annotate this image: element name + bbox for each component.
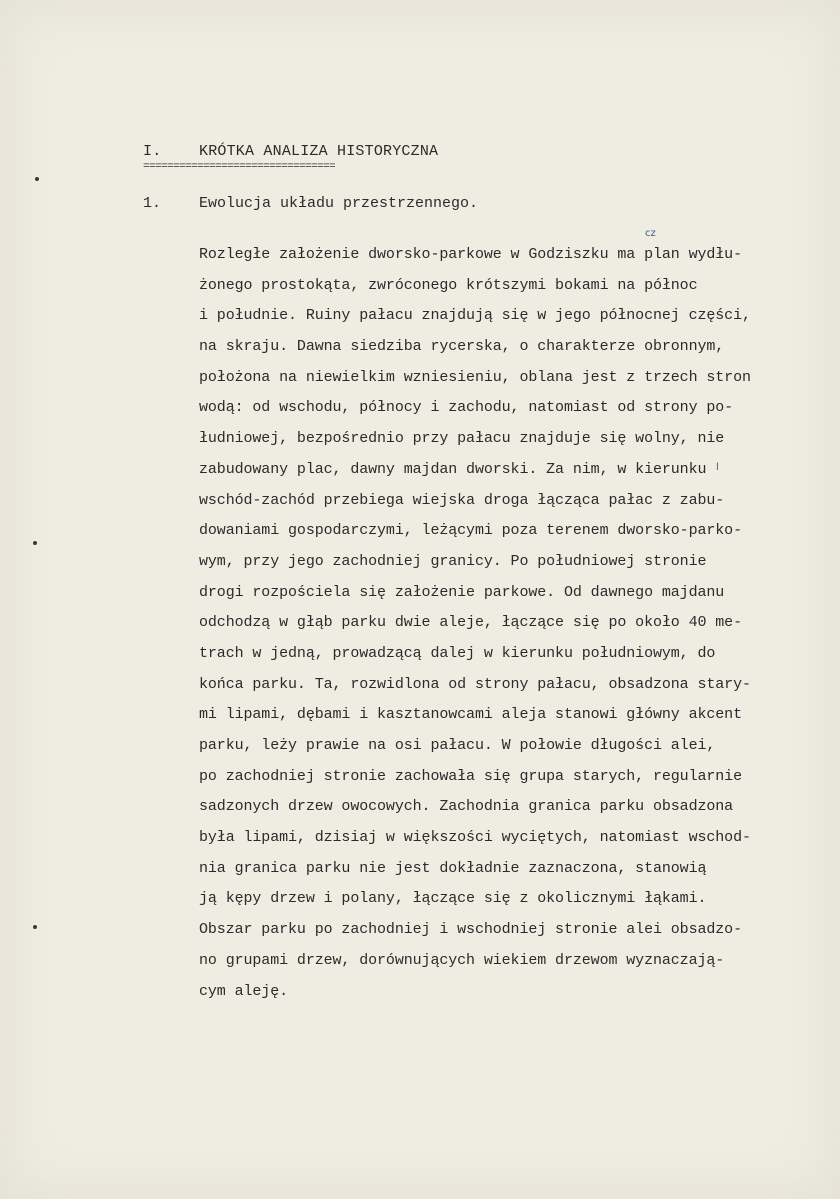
body-line: łudniowej, bezpośrednio przy pałacu znajduje się wolny, nie <box>199 430 725 448</box>
body-line: i południe. Ruiny pałacu znajdują się w jego północnej części, <box>199 307 751 325</box>
chapter-number: I. <box>143 143 162 160</box>
body-line: no grupami drzew, dorównujących wiekiem drzewom wyznaczają- <box>199 951 725 969</box>
chapter-title: KRÓTKA ANALIZA HISTORYCZNA <box>199 143 439 160</box>
body-line: drogi rozpościela się założenie parkowe. Od dawnego majdanu <box>199 583 725 601</box>
body-line: była lipami, dzisiaj w większości wyciętych, natomiast wschod- <box>199 829 751 847</box>
body-line: położona na niewielkim wzniesieniu, oblana jest z trzech stron <box>199 368 751 386</box>
chapter-heading <box>143 143 438 160</box>
body-line: cym aleję. <box>199 982 289 1000</box>
handwritten-correction-godziszku: cz <box>645 228 656 239</box>
body-line: wschód-zachód przebiega wiejska droga łącząca pałac z zabu- <box>199 491 725 509</box>
body-line: wym, przy jego zachodniej granicy. Po południowej stronie <box>199 552 707 570</box>
section-heading <box>143 195 478 212</box>
body-paragraph <box>199 240 839 1007</box>
margin-punch-dot-bottom <box>33 925 37 929</box>
section-title: Ewolucja układu przestrzennego. <box>199 195 479 212</box>
body-line: trach w jedną, prowadzącą dalej w kierunku południowym, do <box>199 644 716 662</box>
body-line: odchodzą w głąb parku dwie aleje, łączące się po około 40 me- <box>199 614 742 632</box>
body-line: końca parku. Ta, rozwidlona od strony pałacu, obsadzona stary- <box>199 675 751 693</box>
body-line: nia granica parku nie jest dokładnie zaznaczona, stanowią <box>199 859 707 877</box>
margin-punch-dot-middle <box>33 541 37 545</box>
body-line: zabudowany plac, dawny majdan dworski. Za nim, w kierunku <box>199 460 707 478</box>
body-line: Obszar parku po zachodniej i wschodniej stronie alei obsadzo- <box>199 921 742 939</box>
heading-underline: ================================ <box>143 161 336 173</box>
section-number: 1. <box>143 195 162 212</box>
body-line: Rozległe założenie dworsko-parkowe w Godziszku ma plan wydłu- <box>199 246 742 263</box>
body-line: na skraju. Dawna siedziba rycerska, o charakterze obronnym, <box>199 338 725 356</box>
body-line: ją kępy drzew i polany, łączące się z okolicznymi łąkami. <box>199 890 707 908</box>
body-line: mi lipami, dębami i kasztanowcami aleja stanowi główny akcent <box>199 706 742 724</box>
body-line: parku, leży prawie na osi pałacu. W połowie długości alei, <box>199 737 716 754</box>
body-line: wodą: od wschodu, północy i zachodu, natomiast od strony po- <box>199 399 734 417</box>
body-line: dowaniami gospodarczymi, leżącymi poza terenem dworsko-parko- <box>199 522 742 540</box>
body-line: po zachodniej stronie zachowała się grupa starych, regularnie <box>199 767 742 785</box>
body-line: żonego prostokąta, zwróconego krótszymi bokami na północ <box>199 276 698 294</box>
body-line: sadzonych drzew owocowych. Zachodnia granica parku obsadzona <box>199 798 734 816</box>
margin-punch-dot-top <box>35 177 39 181</box>
handwritten-correction-wolny: l <box>716 462 719 473</box>
